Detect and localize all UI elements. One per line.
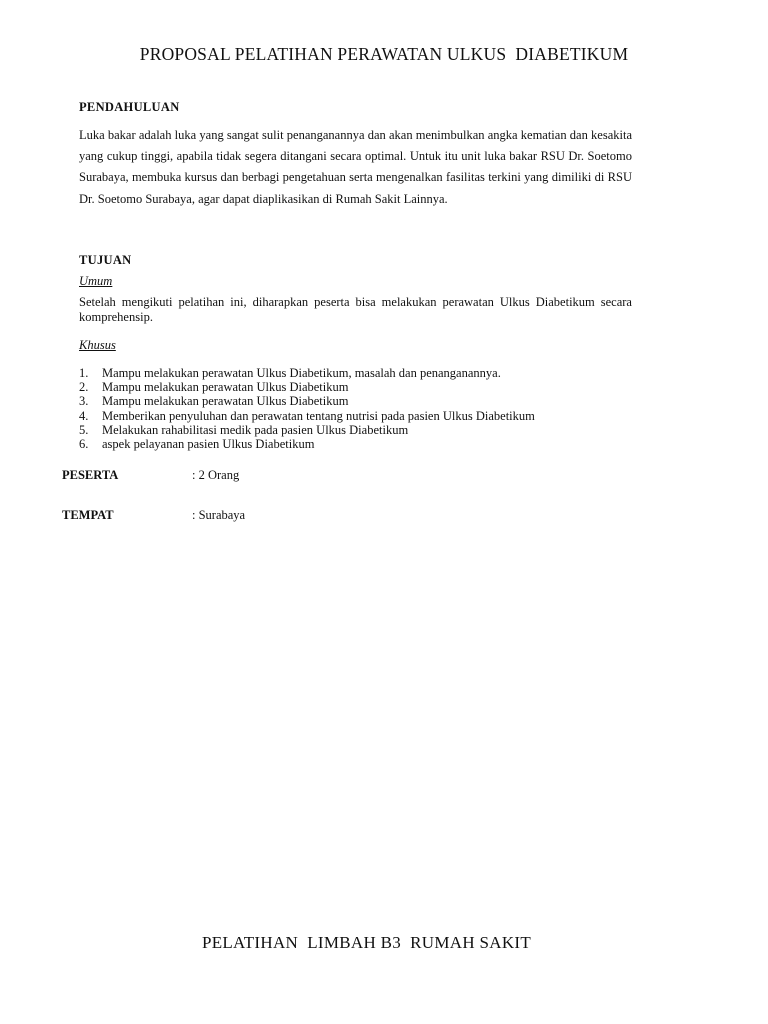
list-item <box>79 380 535 394</box>
peserta-label: PESERTA <box>62 468 119 482</box>
pendahuluan-paragraph: Luka bakar adalah luka yang sangat sulit penanganannya dan akan menimbulkan angka kematian dan kesakita yang cukup tinggi, apabila tidak segera ditangani secara optimal. Untuk itu unit luka bakar RSU Dr. Soetomo Surabaya, membuka kursus dan berbagi pengetahuan serta mengenalkan fasilitas terkini yang dimiliki di RSU Dr. Soetomo Surabaya, agar dapat diaplikasikan di Rumah Sakit Lainnya. <box>79 128 632 206</box>
list-item <box>79 409 535 423</box>
list-item-number: 4. <box>79 408 89 423</box>
document-title: PROPOSAL PELATIHAN PERAWATAN ULKUS DIABETIKUM <box>139 44 629 64</box>
khusus-list <box>79 366 535 451</box>
list-item-number: 2. <box>79 380 89 395</box>
umum-paragraph: Setelah mengikuti pelatihan ini, diharapkan peserta bisa melakukan perawatan Ulkus Diabetikum secara komprehensip. <box>79 295 632 324</box>
tempat-label: TEMPAT <box>62 508 114 522</box>
list-item-number: 5. <box>79 422 89 437</box>
tempat-row <box>62 508 245 523</box>
list-item-number: 3. <box>79 394 89 409</box>
footer-title: PELATIHAN LIMBAH B3 RUMAH SAKIT <box>201 933 532 952</box>
list-item-text: Memberikan penyuluhan dan perawatan tentang nutrisi pada pasien Ulkus Diabetikum <box>102 408 535 423</box>
list-item-text: Mampu melakukan perawatan Ulkus Diabetikum, masalah dan penanganannya. <box>102 366 501 380</box>
tempat-value: : Surabaya <box>192 508 246 522</box>
list-item-text: aspek pelayanan pasien Ulkus Diabetikum <box>102 437 315 452</box>
list-item <box>79 366 535 380</box>
list-item-number: 1. <box>79 366 89 380</box>
peserta-row <box>62 468 239 483</box>
list-item-text: Mampu melakukan perawatan Ulkus Diabetikum <box>102 380 349 395</box>
list-item <box>79 437 535 451</box>
list-item-text: Mampu melakukan perawatan Ulkus Diabetikum <box>102 394 349 409</box>
list-item <box>79 394 535 408</box>
pendahuluan-heading: PENDAHULUAN <box>79 100 180 114</box>
khusus-subheading: Khusus <box>79 338 116 352</box>
list-item <box>79 423 535 437</box>
list-item-number: 6. <box>79 437 89 452</box>
list-item-text: Melakukan rahabilitasi medik pada pasien Ulkus Diabetikum <box>102 422 409 437</box>
umum-subheading: Umum <box>79 274 113 288</box>
peserta-value: : 2 Orang <box>192 468 240 482</box>
tujuan-heading: TUJUAN <box>79 253 132 267</box>
